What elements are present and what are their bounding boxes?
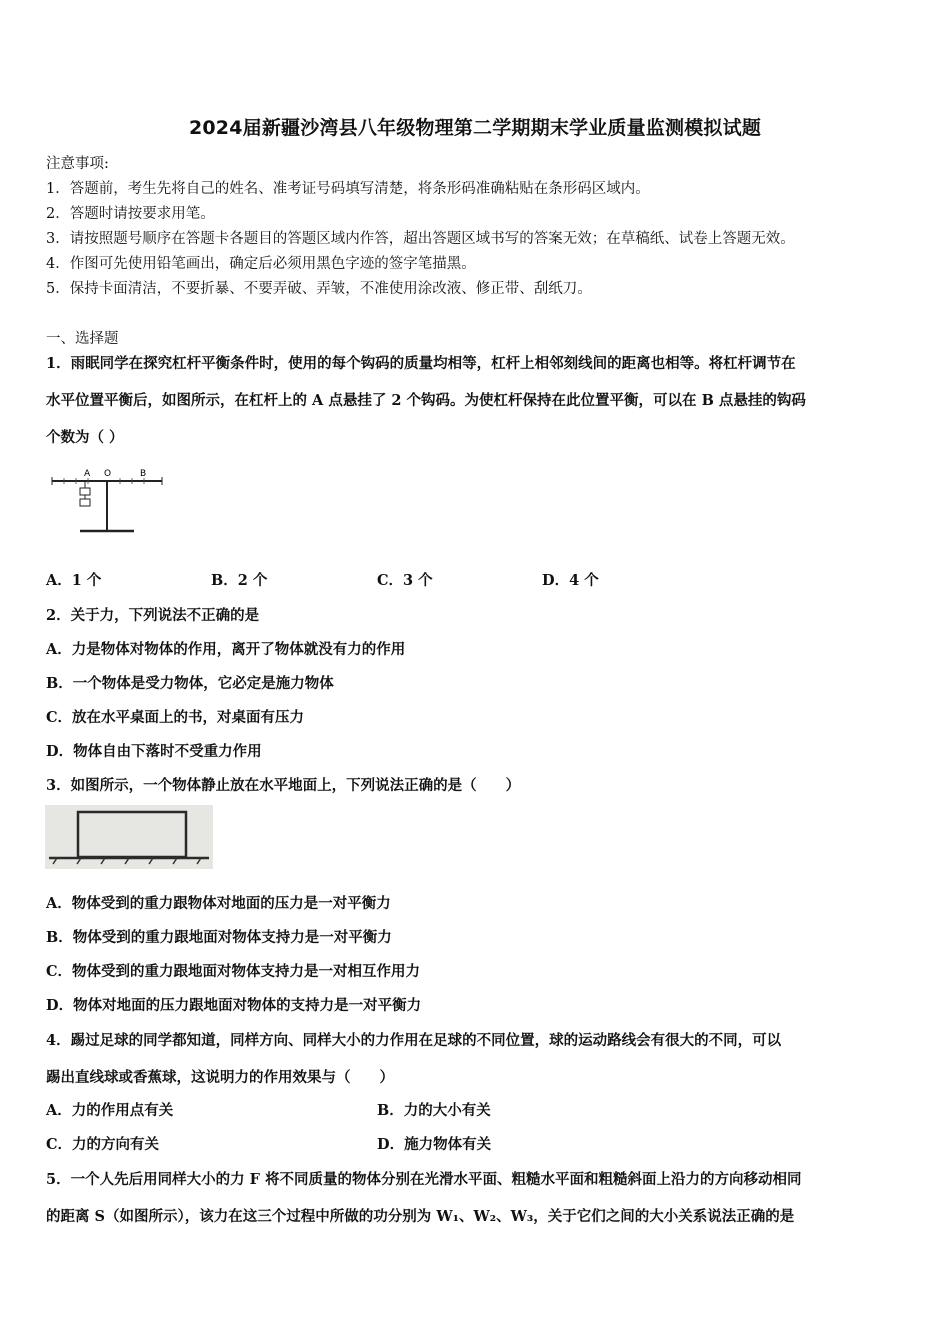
q1-option[interactable]: C．3 个	[377, 572, 433, 589]
q2-option[interactable]: D．物体自由下落时不受重力作用	[46, 743, 262, 760]
notice-item: 4．作图可先使用铅笔画出，确定后必须用黑色字迹的签字笔描黑。	[46, 256, 476, 272]
q1-option[interactable]: B．2 个	[211, 572, 268, 589]
lever-figure	[48, 462, 166, 536]
q2-option[interactable]: C．放在水平桌面上的书，对桌面有压力	[46, 709, 305, 726]
q1-stem-line: 1．雨眠同学在探究杠杆平衡条件时，使用的每个钩码的质量均相等，杠杆上相邻刻线间的距离也相等。将杠杆调节在	[46, 355, 796, 372]
notice-item: 2．答题时请按要求用笔。	[46, 206, 215, 222]
q1-option[interactable]: D．4 个	[542, 572, 599, 589]
q4-option[interactable]: C．力的方向有关	[46, 1136, 160, 1153]
notice-heading: 注意事项:	[46, 156, 109, 172]
page-title: 2024届新疆沙湾县八年级物理第二学期期末学业质量监测模拟试题	[188, 117, 762, 139]
notice-item: 3．请按照题号顺序在答题卡各题目的答题区域内作答，超出答题区域书写的答案无效；在草稿纸、试卷上答题无效。	[46, 231, 795, 247]
q5-stem-line: 的距离 S（如图所示），该力在这三个过程中所做的功分别为 W₁、W₂、W₃，关于它们之间的大小关系说法正确的是	[46, 1208, 795, 1225]
notice-item: 5．保持卡面清洁，不要折暴、不要弄破、弄皱，不准使用涂改液、修正带、刮纸刀。	[46, 281, 592, 297]
q4-option[interactable]: D．施力物体有关	[377, 1136, 492, 1153]
notice-item: 1．答题前，考生先将自己的姓名、准考证号码填写清楚，将条形码准确粘贴在条形码区域内。	[46, 181, 650, 197]
lever-label-o: O	[104, 469, 112, 479]
q1-option[interactable]: A．1 个	[46, 572, 102, 589]
lever-label-b: B	[140, 469, 147, 479]
block-on-ground-figure	[45, 805, 213, 869]
q2-option[interactable]: B．一个物体是受力物体，它必定是施力物体	[46, 675, 334, 692]
q3-option[interactable]: D．物体对地面的压力跟地面对物体的支持力是一对平衡力	[46, 997, 422, 1014]
q3-option[interactable]: A．物体受到的重力跟物体对地面的压力是一对平衡力	[46, 895, 391, 912]
q2-option[interactable]: A．力是物体对物体的作用，离开了物体就没有力的作用	[46, 641, 406, 658]
q1-stem-line: 水平位置平衡后，如图所示，在杠杆上的 A 点悬挂了 2 个钩码。为使杠杆保持在此位置平衡，可以在 B 点悬挂的钩码	[46, 392, 806, 409]
q5-stem-line: 5．一个人先后用同样大小的力 F 将不同质量的物体分别在光滑水平面、粗糙水平面和粗糙斜面上沿力的方向移动相同	[46, 1171, 802, 1188]
lever-label-a: A	[84, 469, 91, 479]
q3-option[interactable]: C．物体受到的重力跟地面对物体支持力是一对相互作用力	[46, 963, 421, 980]
q3-option[interactable]: B．物体受到的重力跟地面对物体支持力是一对平衡力	[46, 929, 392, 946]
section-heading: 一、选择题	[46, 331, 119, 347]
q2-stem: 2．关于力，下列说法不正确的是	[46, 607, 260, 624]
q3-stem: 3．如图所示，一个物体静止放在水平地面上，下列说法正确的是（ ）	[46, 777, 521, 794]
q4-stem-line: 4．踢过足球的同学都知道，同样方向、同样大小的力作用在足球的不同位置，球的运动路线会有很大的不同，可以	[46, 1032, 782, 1049]
q4-option[interactable]: A．力的作用点有关	[46, 1102, 174, 1119]
q4-stem-line: 踢出直线球或香蕉球，这说明力的作用效果与（ ）	[46, 1069, 394, 1086]
q1-stem-line: 个数为（ ）	[46, 429, 124, 446]
q4-option[interactable]: B．力的大小有关	[377, 1102, 491, 1119]
